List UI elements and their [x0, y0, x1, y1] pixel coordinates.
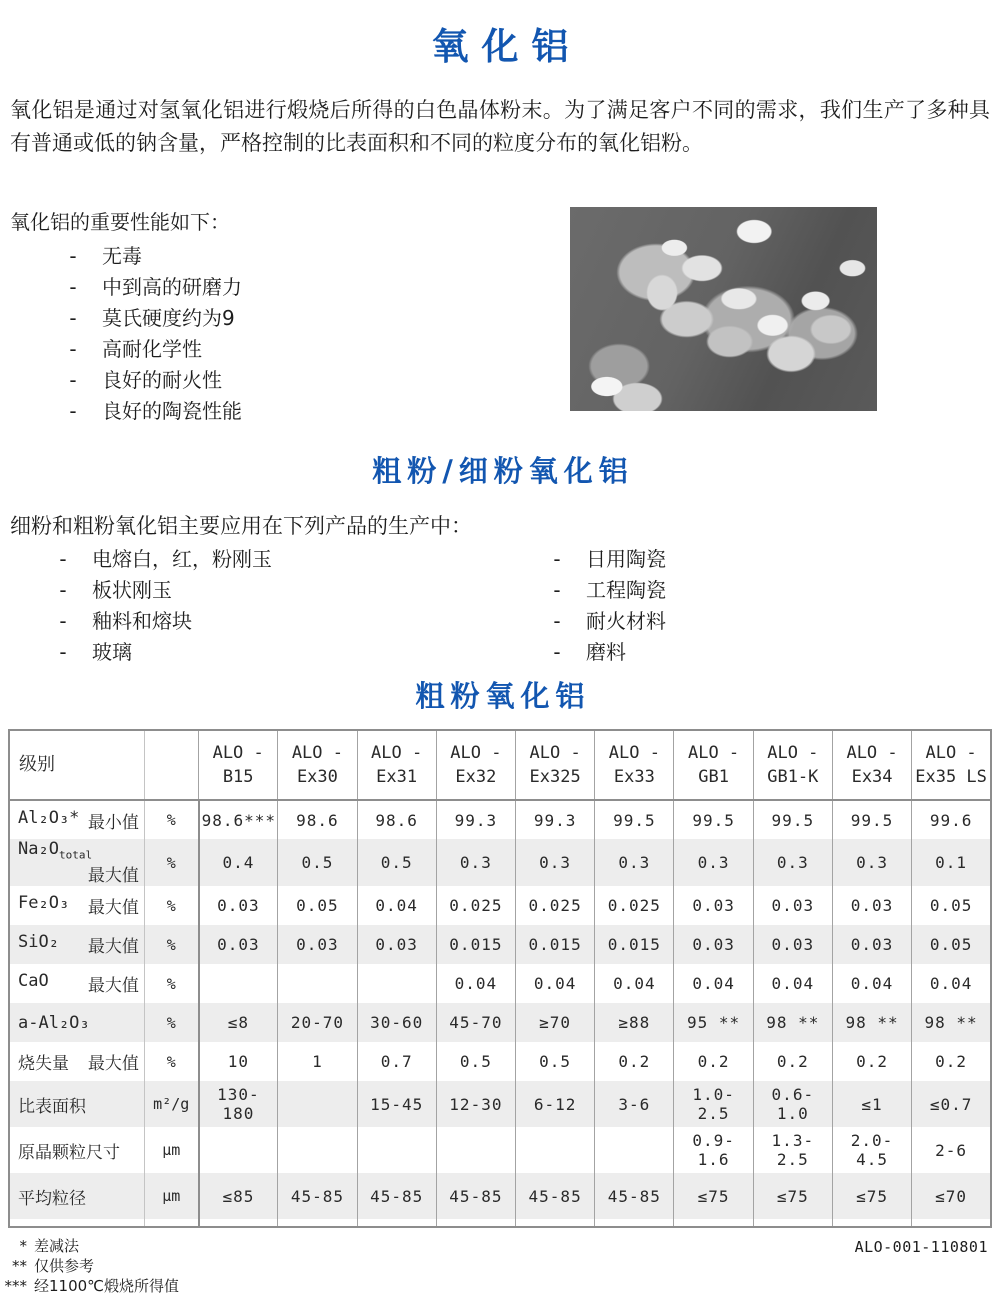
- value-cell: 6-12: [516, 1081, 595, 1127]
- list-item-label: 电熔白，红，粉刚玉: [92, 547, 272, 571]
- value-cell: [199, 1127, 278, 1173]
- value-cell: 0.03: [674, 925, 753, 964]
- dash-bullet-icon: -: [59, 547, 67, 571]
- column-header: ALO - Ex30: [278, 730, 357, 800]
- list-item: [0, 575, 528, 606]
- value-cell: ≤0.7: [912, 1081, 991, 1127]
- list-item-label: 玻璃: [92, 640, 132, 664]
- section-title-coarse-fine: 粗粉/细粉氧化铝: [372, 454, 634, 488]
- value-cell: 95 **: [674, 1003, 753, 1042]
- list-item-label: 高耐化学性: [102, 337, 202, 361]
- column-header: ALO - GB1-K: [753, 730, 832, 800]
- unit-header-cell: [144, 730, 198, 800]
- value-cell: 0.5: [357, 839, 436, 886]
- value-cell: 99.5: [595, 800, 674, 839]
- row-label: CaO 最大值: [18, 971, 139, 997]
- value-cell: 0.04: [436, 964, 515, 1003]
- value-cell: 0.03: [278, 925, 357, 964]
- value-cell: [436, 1127, 515, 1173]
- alumina-sem-photo: [570, 207, 877, 411]
- column-header: ALO - Ex31: [357, 730, 436, 800]
- value-cell: [357, 964, 436, 1003]
- value-cell: 0.04: [832, 964, 911, 1003]
- table-row: [9, 1081, 991, 1127]
- value-cell: 0.03: [832, 925, 911, 964]
- row-label: 烧失量 最大值: [9, 1042, 144, 1081]
- value-cell: 0.4: [199, 839, 278, 886]
- dash-bullet-icon: -: [553, 578, 561, 602]
- footnote-line: [0, 1256, 1000, 1276]
- list-item-label: 良好的耐火性: [102, 368, 222, 392]
- value-cell: 2-6: [912, 1127, 991, 1173]
- list-item: [10, 241, 570, 272]
- value-cell: 0.04: [595, 964, 674, 1003]
- table-row: [9, 1003, 991, 1042]
- footnotes: [0, 1236, 1000, 1296]
- qualifier-label: 最大值: [87, 1054, 139, 1075]
- table-row: [9, 1127, 991, 1173]
- unit-cell: μm: [144, 1173, 198, 1219]
- value-cell: 0.5: [436, 1042, 515, 1081]
- dash-bullet-icon: -: [553, 609, 561, 633]
- grade-header-cell: 级别: [9, 730, 144, 800]
- value-cell: 99.5: [674, 800, 753, 839]
- value-cell: 0.05: [912, 925, 991, 964]
- value-cell: 0.03: [199, 925, 278, 964]
- value-cell: 0.03: [753, 925, 832, 964]
- list-item-label: 釉料和熔块: [92, 609, 192, 633]
- value-cell: 0.04: [674, 964, 753, 1003]
- value-cell: 2.0-4.5: [832, 1127, 911, 1173]
- unit-cell: %: [144, 800, 198, 839]
- value-cell: 0.03: [199, 886, 278, 925]
- value-cell: 0.03: [753, 886, 832, 925]
- list-item: [10, 334, 570, 365]
- value-cell: 12-30: [436, 1081, 515, 1127]
- value-cell: 0.015: [436, 925, 515, 964]
- value-cell: [357, 1127, 436, 1173]
- qualifier-label: 最大值: [87, 976, 139, 997]
- value-cell: 0.2: [912, 1042, 991, 1081]
- value-cell: [278, 1081, 357, 1127]
- dash-bullet-icon: -: [69, 337, 77, 361]
- value-cell: 0.04: [516, 964, 595, 1003]
- properties-heading: 氧化铝的重要性能如下：: [10, 210, 230, 234]
- table-bottom-spacer-row: [9, 1219, 991, 1227]
- value-cell: 0.015: [595, 925, 674, 964]
- column-header: ALO - GB1: [674, 730, 753, 800]
- list-item: [528, 575, 928, 606]
- value-cell: 0.9-1.6: [674, 1127, 753, 1173]
- value-cell: 0.3: [674, 839, 753, 886]
- applications-list-right: [528, 544, 928, 668]
- list-item: [528, 544, 928, 575]
- list-item: [528, 637, 928, 668]
- dash-bullet-icon: -: [69, 244, 77, 268]
- unit-cell: m²/g: [144, 1081, 198, 1127]
- list-item: [10, 365, 570, 396]
- value-cell: 130-180: [199, 1081, 278, 1127]
- value-cell: 98 **: [912, 1003, 991, 1042]
- value-cell: 1: [278, 1042, 357, 1081]
- dash-bullet-icon: -: [553, 640, 561, 664]
- list-item-label: 板状刚玉: [92, 578, 172, 602]
- column-header: ALO - Ex325: [516, 730, 595, 800]
- unit-cell: μm: [144, 1127, 198, 1173]
- unit-cell: %: [144, 925, 198, 964]
- intro-paragraph: 氧化铝是通过对氢氧化铝进行煅烧后所得的白色晶体粉末。为了满足客户不同的需求，我们生产了多种具有普通或低的钠含量，严格控制的比表面积和不同的粒度分布的氧化铝粉。: [10, 98, 990, 155]
- row-label: Fe₂O₃ 最大值: [18, 893, 139, 919]
- value-cell: 98.6: [278, 800, 357, 839]
- qualifier-label: 最大值: [87, 937, 139, 958]
- value-cell: 3-6: [595, 1081, 674, 1127]
- list-item-label: 工程陶瓷: [586, 578, 666, 602]
- applications-columns: [0, 544, 1000, 668]
- value-cell: 0.05: [278, 886, 357, 925]
- value-cell: 0.04: [912, 964, 991, 1003]
- column-header: ALO - Ex35 LS: [912, 730, 991, 800]
- value-cell: 45-85: [436, 1173, 515, 1219]
- footnote-line: [0, 1236, 1000, 1256]
- unit-cell: %: [144, 839, 198, 886]
- value-cell: 15-45: [357, 1081, 436, 1127]
- unit-cell: %: [144, 1042, 198, 1081]
- list-item: [0, 544, 528, 575]
- dash-bullet-icon: -: [59, 609, 67, 633]
- dash-bullet-icon: -: [59, 640, 67, 664]
- list-item-label: 耐火材料: [586, 609, 666, 633]
- value-cell: 0.1: [912, 839, 991, 886]
- value-cell: 45-85: [516, 1173, 595, 1219]
- list-item-label: 良好的陶瓷性能: [102, 399, 242, 423]
- list-item-label: 莫氏硬度约为9: [102, 306, 235, 330]
- page-title: 氧化铝: [431, 25, 582, 68]
- doc-code: ALO-001-110801: [854, 1238, 988, 1257]
- value-cell: 99.5: [753, 800, 832, 839]
- value-cell: 0.015: [516, 925, 595, 964]
- properties-section: [10, 206, 1000, 427]
- value-cell: ≤70: [912, 1173, 991, 1219]
- value-cell: [278, 964, 357, 1003]
- value-cell: 45-85: [357, 1173, 436, 1219]
- value-cell: 0.025: [595, 886, 674, 925]
- value-cell: 30-60: [357, 1003, 436, 1042]
- qualifier-label: 最小值: [87, 812, 139, 833]
- value-cell: 0.2: [832, 1042, 911, 1081]
- value-cell: 0.2: [595, 1042, 674, 1081]
- value-cell: 0.03: [674, 886, 753, 925]
- qualifier-label: 最大值: [87, 898, 139, 919]
- dash-bullet-icon: -: [69, 399, 77, 423]
- value-cell: [199, 964, 278, 1003]
- value-cell: 45-85: [595, 1173, 674, 1219]
- value-cell: 0.05: [912, 886, 991, 925]
- value-cell: [595, 1127, 674, 1173]
- value-cell: 0.3: [516, 839, 595, 886]
- list-item-label: 无毒: [102, 244, 142, 268]
- value-cell: 0.7: [357, 1042, 436, 1081]
- row-label: $Na_2O_{total}$ 最大值: [9, 839, 144, 886]
- value-cell: 0.04: [357, 886, 436, 925]
- value-cell: 0.03: [357, 925, 436, 964]
- row-label: 平均粒径: [9, 1173, 144, 1219]
- column-header: ALO - Ex33: [595, 730, 674, 800]
- value-cell: 0.2: [674, 1042, 753, 1081]
- value-cell: 0.3: [595, 839, 674, 886]
- table-row: [9, 1173, 991, 1219]
- list-item: [10, 396, 570, 427]
- value-cell: 0.6-1.0: [753, 1081, 832, 1127]
- value-cell: 0.03: [832, 886, 911, 925]
- properties-list: [10, 241, 570, 427]
- value-cell: ≤75: [753, 1173, 832, 1219]
- value-cell: 98.6: [357, 800, 436, 839]
- value-cell: 0.5: [516, 1042, 595, 1081]
- applications-intro: 细粉和粗粉氧化铝主要应用在下列产品的生产中：: [10, 514, 472, 538]
- footnote-text: 差减法: [34, 1237, 80, 1256]
- column-header: ALO - Ex34: [832, 730, 911, 800]
- column-header: ALO - Ex32: [436, 730, 515, 800]
- footnote-mark: **: [12, 1257, 27, 1276]
- value-cell: 20-70: [278, 1003, 357, 1042]
- value-cell: 99.3: [436, 800, 515, 839]
- footnote-mark: ***: [4, 1277, 27, 1296]
- list-item-label: 日用陶瓷: [586, 547, 666, 571]
- unit-cell: %: [144, 1003, 198, 1042]
- list-item: [10, 303, 570, 334]
- table-row: [9, 886, 991, 925]
- value-cell: 99.5: [832, 800, 911, 839]
- value-cell: 10: [199, 1042, 278, 1081]
- footnote-mark: *: [19, 1237, 27, 1256]
- list-item: [0, 637, 528, 668]
- table-row: [9, 839, 991, 886]
- spec-table-header-row: [9, 730, 991, 800]
- value-cell: 99.3: [516, 800, 595, 839]
- row-label: 比表面积: [9, 1081, 144, 1127]
- dash-bullet-icon: -: [69, 306, 77, 330]
- value-cell: ≤8: [199, 1003, 278, 1042]
- list-item-label: 中到高的研磨力: [102, 275, 242, 299]
- dash-bullet-icon: -: [69, 275, 77, 299]
- value-cell: 98 **: [832, 1003, 911, 1042]
- applications-list-left: [0, 544, 528, 668]
- value-cell: 1.3-2.5: [753, 1127, 832, 1173]
- row-label: a-Al₂O₃: [9, 1003, 144, 1042]
- value-cell: 98 **: [753, 1003, 832, 1042]
- section-title-coarse: 粗粉氧化铝: [415, 679, 591, 713]
- value-cell: 99.6: [912, 800, 991, 839]
- value-cell: ≥70: [516, 1003, 595, 1042]
- table-row: [9, 925, 991, 964]
- table-row: [9, 800, 991, 839]
- value-cell: 98.6***: [199, 800, 278, 839]
- column-header: ALO - B15: [199, 730, 278, 800]
- dash-bullet-icon: -: [59, 578, 67, 602]
- list-item: [528, 606, 928, 637]
- footnote-text: 仅供参考: [34, 1257, 95, 1276]
- value-cell: 0.5: [278, 839, 357, 886]
- value-cell: 0.3: [753, 839, 832, 886]
- spec-table: [8, 729, 992, 1228]
- value-cell: ≤75: [832, 1173, 911, 1219]
- footnote-text: 经1100℃煅烧所得值: [34, 1277, 180, 1296]
- dash-bullet-icon: -: [69, 368, 77, 392]
- value-cell: [516, 1127, 595, 1173]
- footnote-line: [0, 1276, 1000, 1296]
- value-cell: 45-70: [436, 1003, 515, 1042]
- value-cell: 0.3: [832, 839, 911, 886]
- value-cell: 0.025: [516, 886, 595, 925]
- qualifier-label: 最大值: [87, 866, 139, 887]
- unit-cell: %: [144, 886, 198, 925]
- value-cell: 0.3: [436, 839, 515, 886]
- list-item: [0, 606, 528, 637]
- row-label: SiO₂ 最大值: [9, 925, 144, 964]
- row-label: Al₂O₃* 最小值: [18, 807, 139, 833]
- row-label: 原晶颗粒尺寸: [18, 1142, 120, 1163]
- table-row: [9, 1042, 991, 1081]
- value-cell: ≥88: [595, 1003, 674, 1042]
- value-cell: 0.025: [436, 886, 515, 925]
- value-cell: 0.2: [753, 1042, 832, 1081]
- value-cell: 1.0-2.5: [674, 1081, 753, 1127]
- value-cell: ≤75: [674, 1173, 753, 1219]
- value-cell: 0.04: [753, 964, 832, 1003]
- value-cell: 45-85: [278, 1173, 357, 1219]
- value-cell: [278, 1127, 357, 1173]
- list-item: [10, 272, 570, 303]
- table-row: [9, 964, 991, 1003]
- value-cell: ≤85: [199, 1173, 278, 1219]
- unit-cell: %: [144, 964, 198, 1003]
- dash-bullet-icon: -: [553, 547, 561, 571]
- value-cell: ≤1: [832, 1081, 911, 1127]
- list-item-label: 磨料: [586, 640, 626, 664]
